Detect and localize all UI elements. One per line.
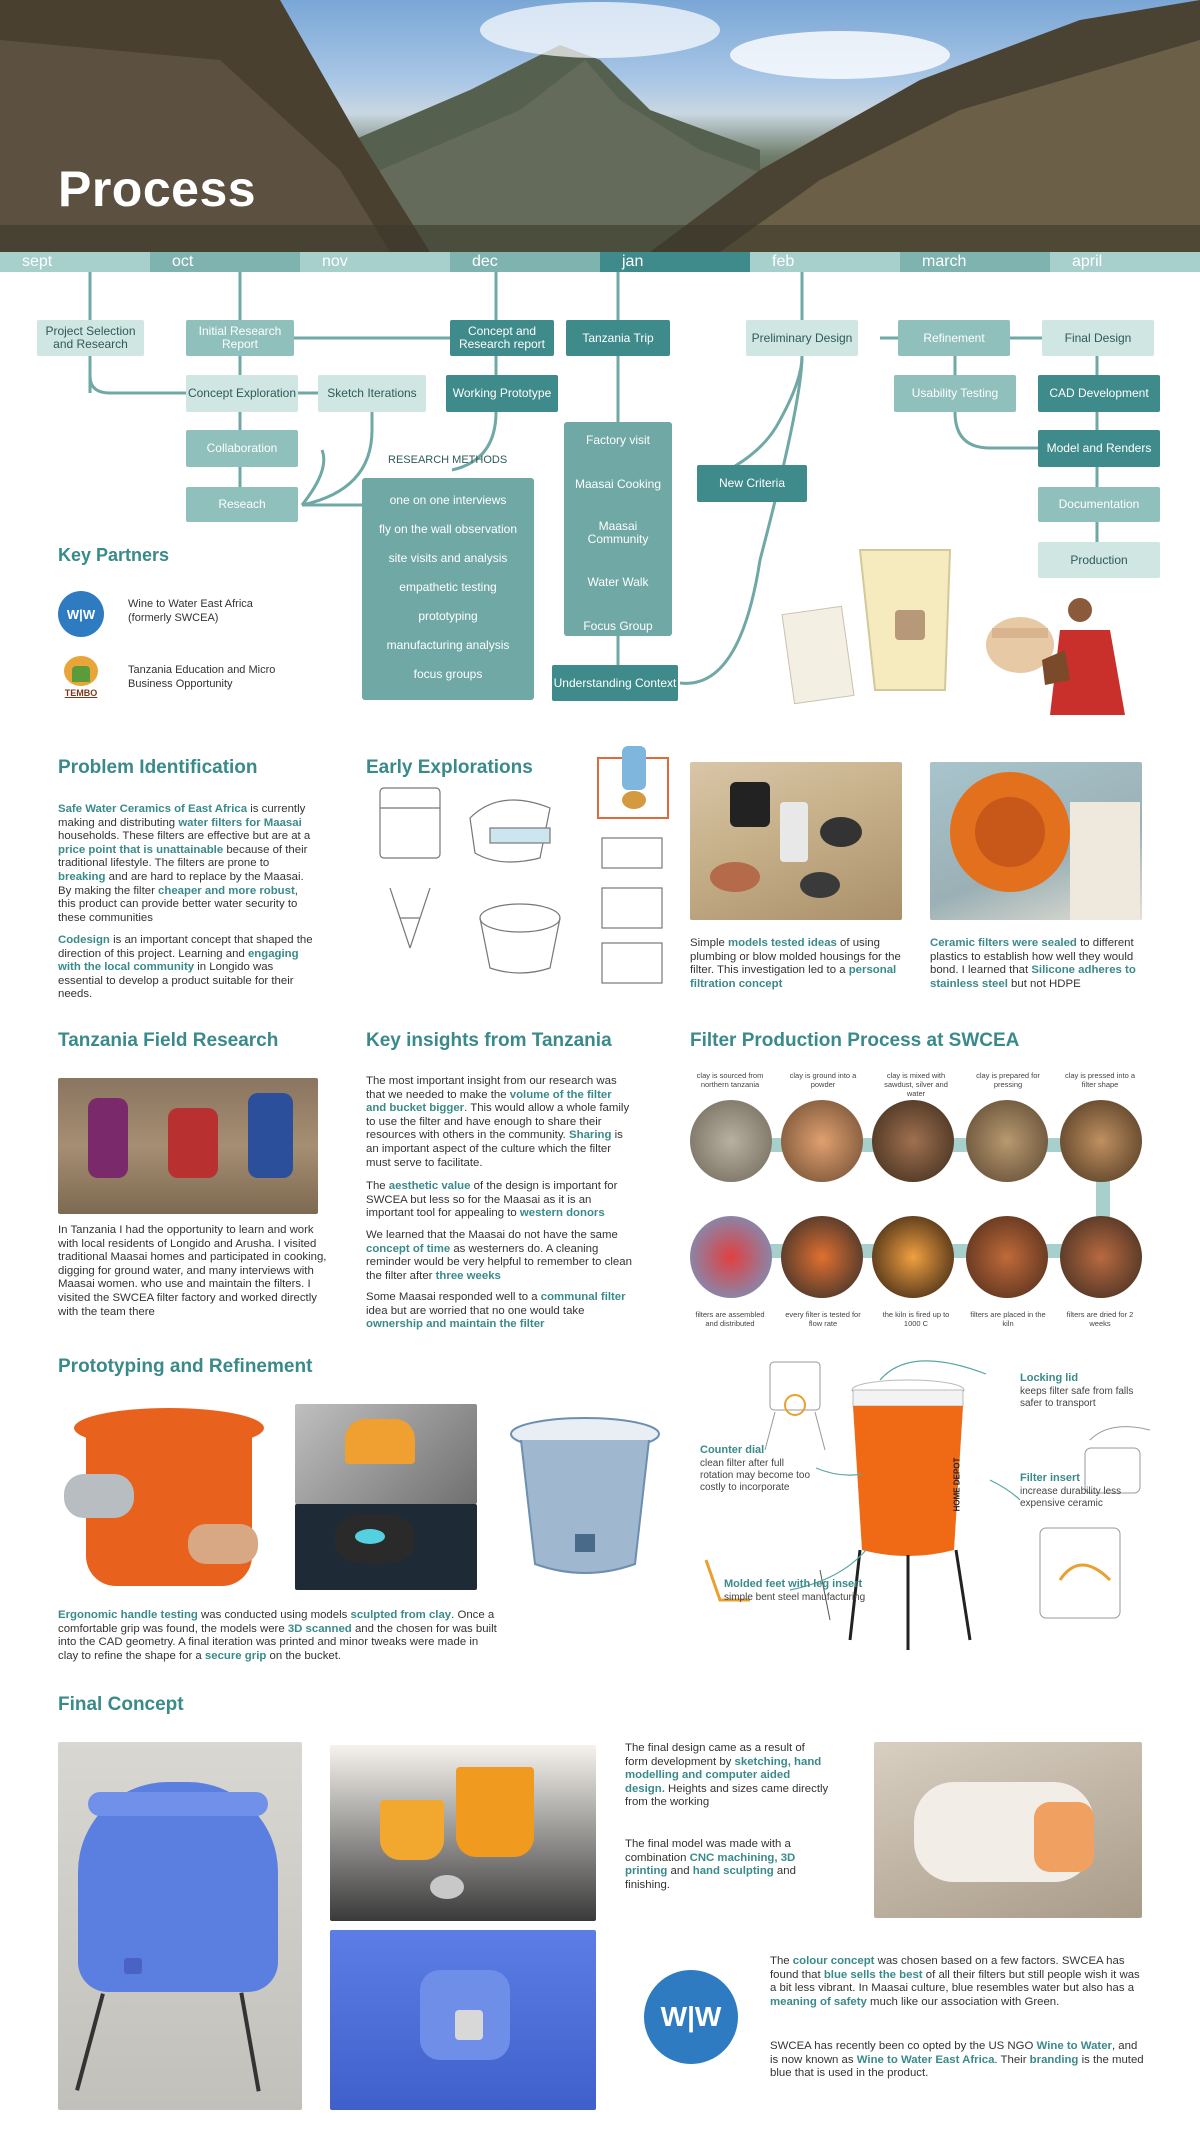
filter-insert-title: Filter insert: [1020, 1472, 1080, 1484]
handle-3d-scan-photo: [295, 1504, 477, 1590]
step-initial-research: Initial Research Report: [186, 320, 294, 356]
cnc-model-photo: [874, 1742, 1142, 1918]
research-method: one on one interviews: [389, 493, 507, 507]
insight-paragraph-1: The most important insight from our research was that we needed to make the volume of the filter and bucket bigger. This would allow a whole family to use the filter and have enough to share their resources with others in the community. Sharing is an important aspect of the culture which the filter must serve to facilitate.: [366, 1075, 630, 1169]
month-oct: oct: [150, 252, 300, 272]
activity-water-walk: Water Walk: [587, 575, 649, 589]
research-method: prototyping: [418, 609, 478, 623]
step-sketch-iterations: Sketch Iterations: [318, 375, 426, 412]
early-caption-sealed: Ceramic filters were sealed to different plastics to establish how well they would bond. I learned that Silicone adheres to stainless steel but not HDPE: [930, 937, 1136, 990]
locking-lid-title: Locking lid: [1020, 1372, 1079, 1384]
production-step-bottom: filters are assembled and distributed: [695, 1310, 765, 1328]
final-paragraph-4: SWCEA has recently been co opted by the US NGO Wine to Water, and is now known as Wine to Water East Africa. Their branding is the muted blue that is used in the product.: [770, 2040, 1144, 2080]
step-project-selection: Project Selection and Research: [37, 320, 144, 356]
activity-factory-visit: Factory visit: [585, 433, 650, 447]
production-step-bottom: filters are dried for 2 weeks: [1066, 1310, 1134, 1328]
final-bucket-prints-photo: [330, 1745, 596, 1921]
early-caption-models: Simple models tested ideas of using plumbing or blow molded housings for the filter. This investigation led to a personal filtration concept: [690, 937, 901, 990]
final-model-photo: [58, 1742, 302, 2110]
handle-3d-print-photo: [295, 1404, 477, 1504]
activity-maasai-community: Maasai Community: [587, 519, 649, 546]
production-step-bottom: the kiln is fired up to 1000 C: [882, 1310, 950, 1328]
step-concept-research: Concept and Research report: [450, 320, 554, 356]
handle-clay-photo: [58, 1404, 280, 1590]
research-method: fly on the wall observation: [378, 522, 518, 536]
early-sketches-image: [370, 728, 680, 990]
tembo-text: Tanzania Education and Micro Business Opportunity: [128, 664, 276, 690]
key-partners-heading: Key Partners: [58, 545, 170, 565]
bucket-brand-label: HOME DEPOT: [952, 1457, 962, 1512]
production-photo-ground: [781, 1100, 863, 1182]
insight-paragraph-3: We learned that the Maasai do not have the same concept of time as westerners do. A cleaning reminder would be very helpful to remember to clean the filter after three weeks: [366, 1229, 632, 1282]
research-method: site visits and analysis: [388, 551, 508, 565]
production-step-top: clay is mixed with sawdust, silver and water: [884, 1071, 948, 1098]
counter-dial-title: Counter dial: [700, 1444, 765, 1456]
problem-paragraph-1: Safe Water Ceramics of East Africa is currently making and distributing water filters for Maasai households. These filters are effective but are at a price point that is unattainable because of their traditional lifestyle. The filters are prone to breaking and are hard to replace by the Maasai. By making the filter cheaper and more robust, this product can provide better water security to these communities: [58, 803, 311, 924]
production-step-bottom: filters are placed in the kiln: [970, 1310, 1046, 1328]
insight-paragraph-4: Some Maasai responded well to a communal filter idea but are worried that no one would take ownership and maintain the filter: [366, 1291, 626, 1331]
step-refinement: Refinement: [898, 320, 1010, 356]
problem-heading: Problem Identification: [58, 757, 258, 778]
prototyping-caption: Ergonomic handle testing was conducted using models sculpted from clay. Once a comfortable grip was found, the models were 3D scanned and the chosen for was built into the CAD geometry. A final iteration was printed and minor tweaks were made in clay to refine the shape for a secure grip on the bucket.: [58, 1609, 497, 1662]
research-method: focus groups: [413, 667, 483, 681]
final-paragraph-1: The final design came as a result of form development by sketching, hand modelling and computer aided design. Heights and sizes came directly from the working: [625, 1742, 829, 1809]
step-model-renders: Model and Renders: [1038, 430, 1160, 467]
early-explorations-heading: Early Explorations: [366, 757, 533, 778]
field-research-heading: Tanzania Field Research: [58, 1030, 279, 1051]
production-photo-assembled: [690, 1216, 772, 1298]
step-working-prototype: Working Prototype: [446, 375, 558, 412]
production-photo-dried: [1060, 1216, 1142, 1298]
wine-to-water-logo: W|W: [58, 591, 104, 637]
molded-feet-text: simple bent steel manufacturing: [724, 1592, 866, 1603]
molded-feet-title: Molded feet with leg insert: [724, 1578, 863, 1590]
production-photo-kiln: [872, 1216, 954, 1298]
locking-lid-text: keeps filter safe from falls safer to transport: [1020, 1386, 1134, 1409]
final-paragraph-2: The final model was made with a combination CNC machining, 3D printing and hand sculpting and finishing.: [625, 1838, 796, 1891]
ceramic-seal-photo: [930, 762, 1142, 920]
step-concept-exploration: Concept Exploration: [186, 375, 298, 412]
step-final-design: Final Design: [1042, 320, 1154, 356]
step-cad-development: CAD Development: [1038, 375, 1160, 412]
step-documentation: Documentation: [1038, 487, 1160, 522]
production-heading: Filter Production Process at SWCEA: [690, 1030, 1020, 1051]
prototyping-heading: Prototyping and Refinement: [58, 1356, 313, 1377]
final-paragraph-3: The colour concept was chosen based on a few factors. SWCEA has found that blue sells the best of all their filters but still people wish it was a bit less vibrant. In Maasai culture, blue resembles water but also has a meaning of safety much like our association with Green.: [770, 1955, 1140, 2008]
month-april: april: [1072, 253, 1103, 270]
filter-render-illustration: [780, 540, 1190, 730]
month-feb: feb: [772, 253, 795, 270]
activity-maasai-cooking: Maasai Cooking: [574, 477, 662, 491]
production-step-top: clay is ground into a powder: [789, 1071, 857, 1089]
counter-dial-text: clean filter after full rotation may become too costly to incorporate: [700, 1458, 811, 1493]
page-title: Process: [58, 161, 257, 217]
final-detail-photo: [330, 1930, 596, 2110]
key-insights-heading: Key insights from Tanzania: [366, 1030, 612, 1051]
step-understanding-context: Understanding Context: [552, 665, 678, 701]
field-research-text: In Tanzania I had the opportunity to learn and work with local residents of Longido and Arusha. I visited traditional Maasai homes and participated in cooking, digging for ground water, and many interviews with Maasai women. who use and maintain the filters. I visited the SWCEA filter factory and worked directly with the team there: [58, 1224, 327, 1318]
production-photo-tested: [781, 1216, 863, 1298]
step-production: Production: [1038, 542, 1160, 578]
tembo-logo: [58, 656, 104, 702]
research-method: manufacturing analysis: [386, 638, 510, 652]
production-photo-pressed: [1060, 1100, 1142, 1182]
step-new-criteria: New Criteria: [697, 465, 807, 502]
problem-paragraph-2: Codesign is an important concept that shaped the direction of this project. Learning and engaging with the local community in Longido was essential to develop a product suitable for their needs.: [58, 934, 313, 1001]
month-nov: nov: [322, 253, 348, 270]
bucket-render: [505, 1404, 665, 1594]
research-methods-panel: [362, 478, 534, 700]
tanzania-activities-panel: [564, 422, 672, 636]
tembo-logo-text: TEMBO: [64, 688, 98, 698]
production-photo-prepared: [966, 1100, 1048, 1182]
field-research-photo: [58, 1078, 318, 1214]
research-methods-title: RESEARCH METHODS: [388, 454, 508, 466]
step-usability-testing: Usability Testing: [894, 375, 1016, 412]
insight-paragraph-2: The aesthetic value of the design is important for SWCEA but less so for the Maasai as it is an important tool for appealing to western donors: [366, 1180, 618, 1220]
filter-insert-text: increase durability less expensive ceramic: [1020, 1486, 1122, 1509]
month-march: march: [900, 252, 1050, 272]
wine-to-water-text: Wine to Water East Africa (formerly SWCEA): [128, 598, 253, 624]
production-photo-mixed: [872, 1100, 954, 1182]
final-concept-heading: Final Concept: [58, 1694, 184, 1715]
step-preliminary-design: Preliminary Design: [746, 320, 858, 356]
research-method: empathetic testing: [399, 580, 497, 594]
month-sept: sept: [22, 253, 53, 270]
step-tanzania-trip: Tanzania Trip: [566, 320, 670, 356]
wine-to-water-brand-logo: W|W: [644, 1970, 738, 2064]
production-step-top: clay is prepared for pressing: [976, 1071, 1040, 1089]
step-collaboration: Collaboration: [186, 430, 298, 467]
production-step-top: clay is pressed into a filter shape: [1064, 1071, 1136, 1089]
production-step-bottom: every filter is tested for flow rate: [785, 1310, 861, 1328]
production-photo-placed: [966, 1216, 1048, 1298]
step-reseach: Reseach: [186, 487, 298, 522]
activity-focus-group: Focus Group: [583, 619, 653, 633]
production-step-top: clay is sourced from northern tanzania: [696, 1071, 764, 1089]
month-dec: dec: [450, 252, 600, 272]
month-jan: jan: [600, 252, 750, 272]
early-models-photo: [690, 762, 902, 920]
production-photo-clay: [690, 1100, 772, 1182]
